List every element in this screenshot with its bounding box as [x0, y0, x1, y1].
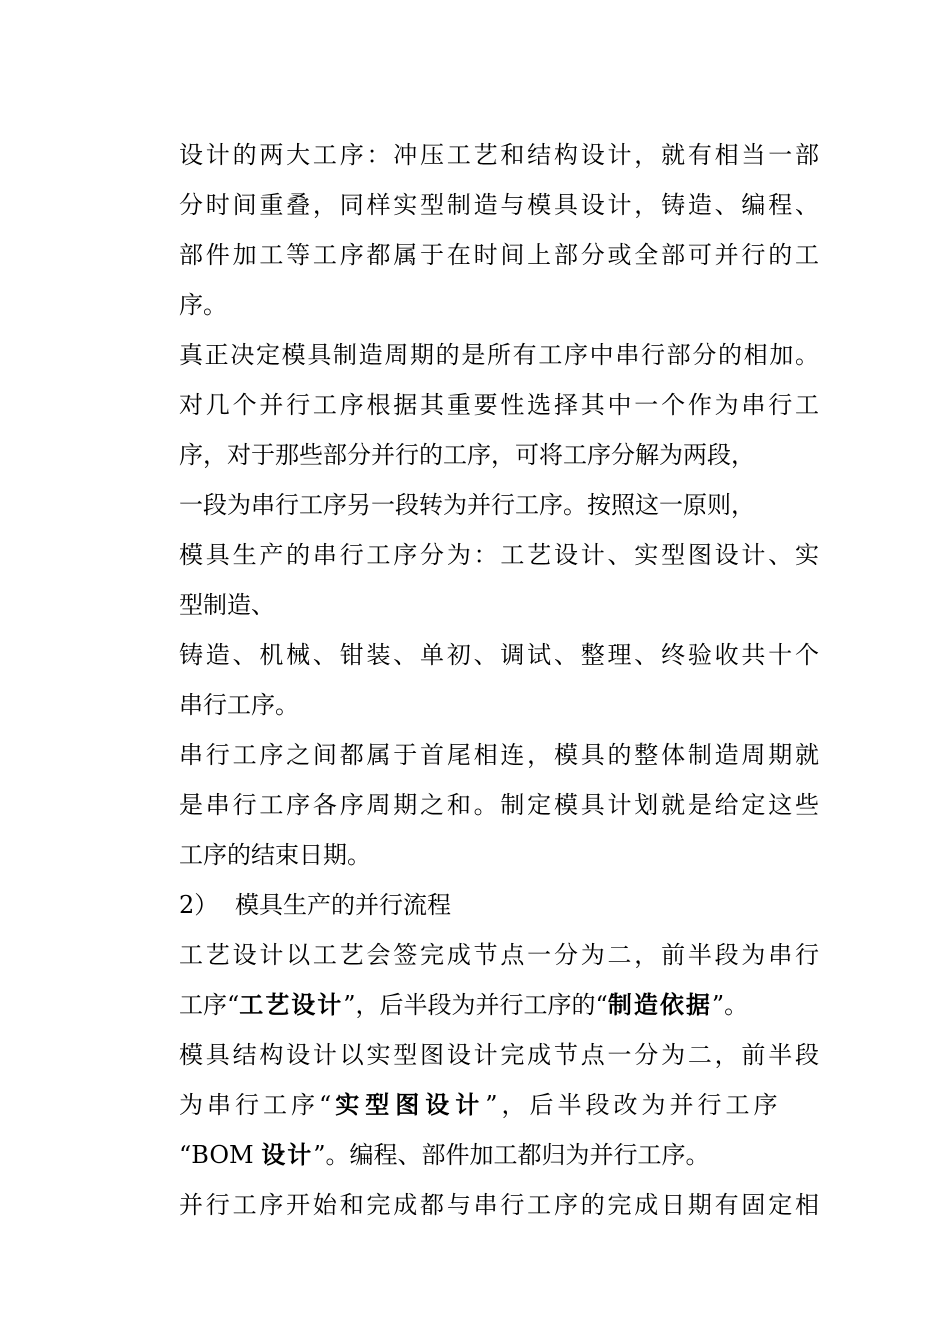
section-heading	[179, 880, 819, 930]
emphasis-text: 工艺设计	[239, 990, 344, 1019]
text-line: 串行工序。	[179, 691, 299, 719]
text-line: 模具结构设计以实型图设计完成节点一分为二，前半段	[179, 1041, 819, 1069]
text-run: ”，后半段改为并行工序	[485, 1091, 782, 1119]
text-line: 型制造、	[179, 591, 275, 619]
emphasis-text: 实型图设计	[335, 1090, 486, 1119]
text-line	[179, 980, 819, 1030]
text-run: ”，后半段为并行工序的“	[343, 991, 608, 1019]
emphasis-text: 设计	[261, 1140, 314, 1169]
text-line: 并行工序开始和完成都与串行工序的完成日期有固定相	[179, 1191, 819, 1219]
text-line: 工艺设计以工艺会签完成节点一分为二，前半段为串行	[179, 941, 819, 969]
text-line: 模具生产的串行工序分为：工艺设计、实型图设计、实	[179, 541, 819, 569]
text-line: 对几个并行工序根据其重要性选择其中一个作为串行工	[179, 391, 819, 419]
text-run: “BOM	[179, 1141, 254, 1169]
text-line: 分时间重叠，同样实型制造与模具设计，铸造、编程、	[179, 191, 819, 219]
text-run: 工序“	[179, 991, 240, 1019]
text-run: 为串行工序“	[179, 1091, 336, 1119]
text-line: 序，对于那些部分并行的工序，可将工序分解为两段，	[179, 441, 755, 469]
text-run: ”。编程、部件加工都归为并行工序。	[313, 1141, 710, 1169]
section-heading-number: 2）	[179, 891, 219, 919]
text-line: 工序的结束日期。	[179, 841, 371, 869]
emphasis-text: 制造依据	[607, 990, 712, 1019]
text-line: 部件加工等工序都属于在时间上部分或全部可并行的工	[179, 241, 819, 269]
text-run: ”。	[711, 991, 749, 1019]
text-line: 是串行工序各序周期之和。制定模具计划就是给定这些	[179, 791, 819, 819]
text-line: 铸造、机械、钳装、单初、调试、整理、终验收共十个	[179, 641, 819, 669]
text-line: 一段为串行工序另一段转为并行工序。按照这一原则，	[179, 491, 755, 519]
text-line: 设计的两大工序：冲压工艺和结构设计，就有相当一部	[179, 141, 819, 169]
section-heading-text: 模具生产的并行流程	[235, 891, 451, 919]
text-line: 序。	[179, 291, 227, 319]
text-line: 串行工序之间都属于首尾相连，模具的整体制造周期就	[179, 741, 819, 769]
text-line	[179, 1080, 819, 1130]
text-line	[179, 1130, 819, 1180]
text-line: 真正决定模具制造周期的是所有工序中串行部分的相加。	[179, 341, 819, 369]
document-body	[179, 130, 819, 1230]
